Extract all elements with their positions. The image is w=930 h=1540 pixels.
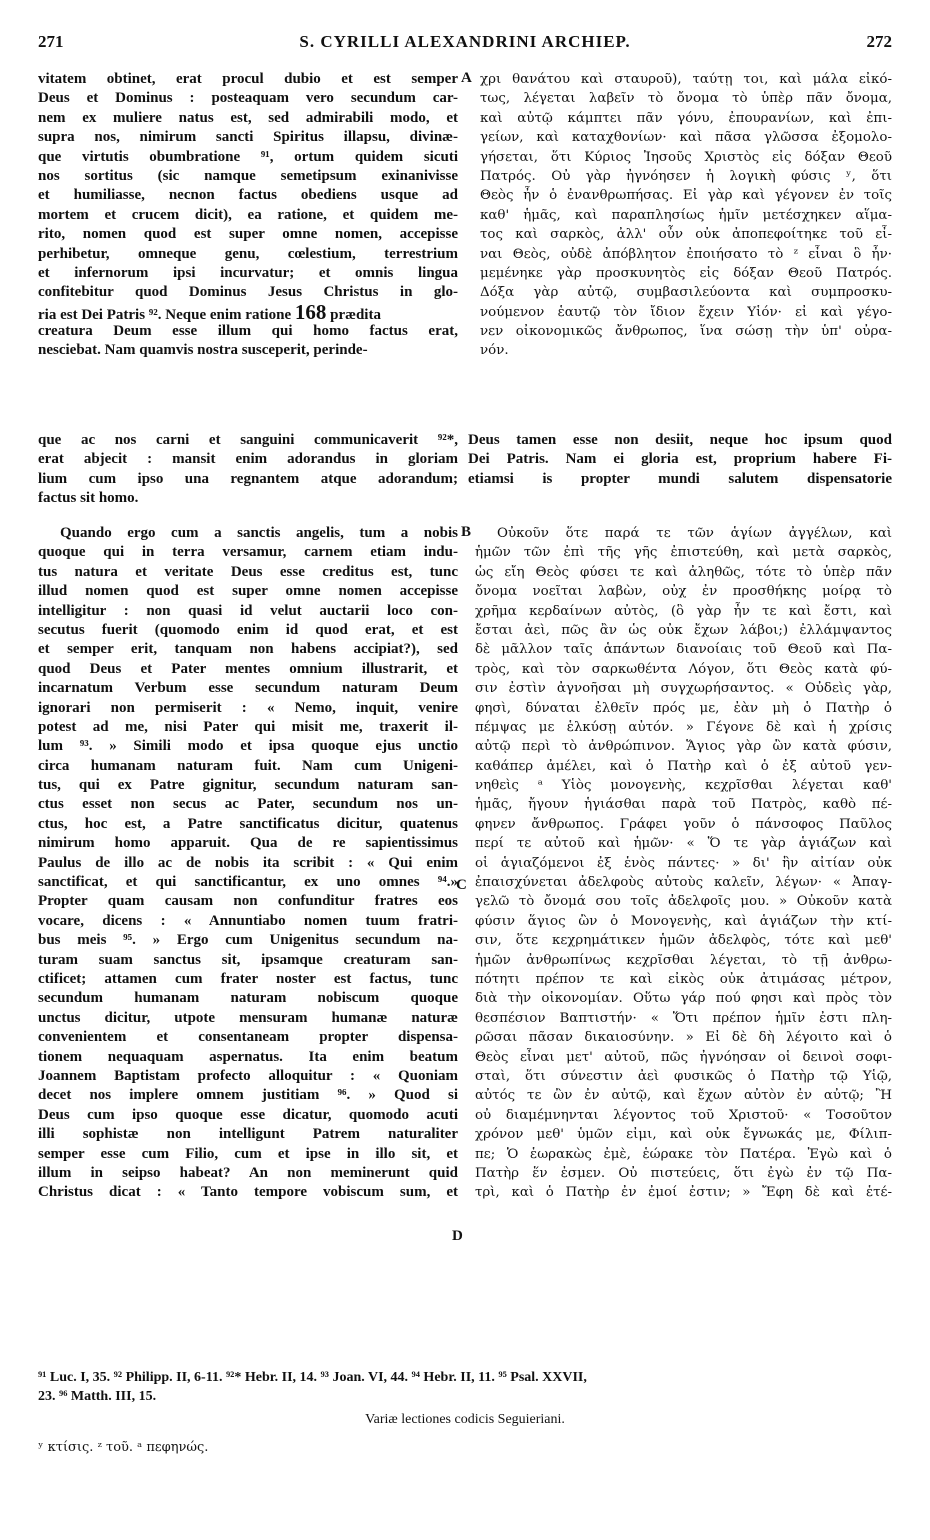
latin-line: que ac nos carni et sanguini communicaverit ⁹²*, (38, 432, 458, 448)
text-line: nem ex muliere natus est, sed admirabili modo, et (38, 109, 458, 126)
text-line: semper esse cum Filio, cum et ipse in illo sit, et (38, 1145, 458, 1162)
text-line: ἔσται ἀεὶ, πῶς ἂν ὡς οὐκ ἔχων λάβοι;) ἐλλάμψαντος (475, 622, 892, 638)
page-number-right: 272 (866, 32, 892, 51)
text-line: φηνεν ἄνθρωπος. Γράφει γοῦν ὁ πάνσοφος Παῦλος (475, 816, 892, 832)
text-line: sanctificat, et qui sanctificantur, ex uno omnes ⁹⁴.» (38, 874, 458, 891)
text-line: vitatem obtinet, erat procul dubio et est semper (38, 71, 458, 87)
text-line: σιν, ὅτε κεχρημάτικεν ἡμῶν ἀδελφὸς, τότε καὶ μεθ' (475, 933, 892, 949)
text-line: πέμψας με ἑλκύσῃ αὐτόν. » Γέγονε δὲ καὶ ἡ χρίσις (475, 719, 892, 735)
text-line: θεσπέσιον Βαπτιστήν· « Ὅτι πρέπον ἡμῖν ἐστι πλη- (475, 1010, 892, 1026)
footnote-line: 23. ⁹⁶ Matth. III, 15. (38, 1389, 157, 1405)
margin-marker-b: B (461, 524, 472, 540)
full-width-row (38, 450, 892, 469)
text-line: illud nomen quod est super omne nomen accepisse (38, 583, 458, 600)
latin-line (468, 489, 892, 508)
text-line: confitebitur quod Dominus Jesus Christus in glo- (38, 284, 458, 301)
text-line: ctus, hoc est, a Patre sanctificatus dicitur, quatenus (38, 815, 458, 832)
page-number-left: 271 (38, 32, 64, 51)
full-width-row (38, 470, 892, 489)
text-line: secundum humanam naturam nobiscum quoque (38, 990, 458, 1007)
text-line: Δόξα γὰρ αὐτῷ, συμβασιλεύοντα καὶ συμπροσκυ- (480, 285, 892, 301)
text-line: καὶ αὐτῷ κάμπτει πᾶν γόνυ, ἐπουρανίων, καὶ ἐπι- (480, 110, 892, 126)
text-line: et infernorum ipsi incurvatur; et omnis lingua (38, 264, 458, 281)
margin-marker-a: A (461, 70, 472, 86)
text-line: quod Deus et Pater mentes omnium illustrarit, et (38, 660, 458, 677)
text-line: perhibetur, omneque genu, cœlestium, terrestrium (38, 245, 458, 262)
full-width-row (38, 431, 892, 450)
text-line: illi sophistæ non intelligunt Patrem naturaliter (38, 1126, 458, 1143)
full-width-lines (38, 431, 892, 509)
footnotes (38, 1368, 892, 1407)
variae-readings: ʸ κτίσις. ᶻ τοῦ. ᵃ πεφηνώς. (38, 1440, 209, 1455)
text-line: incarnatum Verbum esse secundum naturam Deum (38, 680, 458, 697)
text-line: Deus et Dominus : posteaquam vero secundum car- (38, 90, 458, 107)
text-line: ναι Θεὸς, οὐδὲ ἀπόβλητον ἐποιήσατο τὸ ᶻ εἶναι ὃ ἦν· (480, 246, 892, 262)
text-line: potest ad me, nisi Pater qui misit me, traxerit il- (38, 718, 458, 735)
latin-line: lium cum ipso una regnantem atque adorandum; (38, 470, 458, 487)
text-segment: ria est Dei Patris ⁹². Neque enim ratione (38, 306, 295, 323)
text-line: χρῆμα κερδαίνων αὐτὸς, (ὃ γὰρ ἦν τε καὶ ἔστι, καὶ (475, 603, 892, 619)
latin-column-a (38, 70, 458, 361)
text-line: secutus fuerit (quomodo enim id quod erat, et est (38, 621, 458, 638)
text-line: ὡς εἴη Θεὸς φύσει τε καὶ ἀληθῶς, τότε τὸ ὑπὲρ πᾶν (475, 564, 892, 580)
marginal-page-number: 168 (294, 302, 327, 323)
latin-column-b (38, 524, 458, 1203)
text-line: bus meis ⁹⁵. » Ergo cum Unigenitus secundum na- (38, 932, 458, 949)
text-line: δὲ μᾶλλον ταῖς ἁπάντων διανοίαις τοῦ Θεοῦ καὶ Πα- (475, 642, 892, 658)
text-line: τος καὶ σαρκὸς, ἀλλ' οὖν οὐκ ἀποπεφοίτηκε τοῦ εἶ- (480, 227, 892, 243)
text-line: nesciebat. Nam quamvis nostra susceperit, perinde- (38, 342, 368, 359)
margin-marker-c: C (456, 877, 467, 893)
text-line: οὐ διαμέμνηνται λέγοντος τοῦ Χριστοῦ· « Τοσοῦτον (475, 1107, 892, 1123)
text-line: intelligitur : non quasi id velut auctarii loco con- (38, 602, 458, 619)
greek-column-a (480, 70, 892, 361)
text-line: αὐτῷ περὶ τὸ ἀνθρώπινον. Ἅγιος γὰρ ὢν κατὰ φύσιν, (475, 739, 892, 755)
text-line: Θεὸς εἶναι μετ' αὐτοῦ, πῶς ἠγνόησαν οἱ δεινοὶ σοφι- (475, 1049, 892, 1065)
text-line: lum ⁹³. » Simili modo et ipsa quoque ejus unctio (38, 738, 458, 755)
text-line: νηθεὶς ᵃ Υἱὸς μονογενὴς, κεχρῖσθαι λέγεται καθ' (475, 778, 892, 794)
text-line: φύσιν ἅγιος ὢν ὁ Μονογενὴς, καὶ ἁγιάζων τὴν κτί- (475, 913, 892, 929)
text-line: tus, qui ex Patre gignitur, secundum naturam san- (38, 777, 458, 794)
text-line: τως, λέγεται λαβεῖν τὸ ὄνομα τὸ ὑπὲρ πᾶν ὄνομα, (480, 91, 892, 107)
text-line: Πατὴρ ἕν ἐσμεν. Οὐ πιστεύεις, ὅτι ἐγὼ ἐν τῷ Πα- (475, 1165, 892, 1181)
text-line: quoque qui in terra versamur, carnem etiam indu- (38, 544, 458, 561)
text-line: αὐτός τε ὢν ἐν αὐτῷ, καὶ ἔχων αὐτὸν ἐν αὐτῷ; Ἢ (475, 1088, 892, 1104)
text-line: Christus dicat : « Tanto tempore vobiscum sum, et (38, 1184, 458, 1201)
text-line: Quando ergo cum a sanctis angelis, tum a nobis (60, 525, 458, 541)
text-line: Deus cum ipso quoque esse dicatur, quomodo acuti (38, 1106, 458, 1123)
text-line: πότητι πρέπον τε καὶ εἰκὸς οὐκ ἀτιμάσας μέτρον, (475, 971, 892, 987)
text-line: Θεὸς ἦν ὁ ἐνανθρωπήσας. Εἰ γὰρ καὶ γέγονεν ἐν τοῖς (480, 188, 892, 204)
text-line: μεμένηκε γὰρ προσκυνητὸς εἰς δόξαν Θεοῦ Πατρός. (480, 265, 892, 281)
text-line: καθάπερ ἀμέλει, καὶ ὁ Πατὴρ καὶ ὁ ἐξ αὐτοῦ γεν- (475, 758, 892, 774)
text-line: νούμενον ἑαυτῷ τὸν ἴδιον ἔχειν Υἱόν· εἰ καὶ γέγο- (480, 304, 892, 320)
text-line: τρὶ, καὶ ὁ Πατὴρ ἐν ἐμοί ἐστιν; » Ἔφη δὲ καὶ ἑτέ- (475, 1185, 892, 1201)
text-line: ἡμῶν τῶν ἐπὶ τῆς γῆς ἐπιστεύθη, καὶ μετὰ σαρκὸς, (475, 545, 892, 561)
greek-column-b (475, 524, 892, 1203)
text-line: supra nos, nimirum sancti Spiritus illapsu, divinæ- (38, 129, 458, 146)
text-line: tus natura et veritate Deus esse creditus est, tunc (38, 563, 458, 580)
text-line: que virtutis obumbratione ⁹¹, ortum quidem sicuti (38, 148, 458, 165)
text-line: ignorari non permiserit : « Nemo, inquit, venire (38, 699, 458, 716)
text-line: γείων, καὶ καταχθονίων· καὶ πᾶσα γλῶσσα ἐξομολο- (480, 130, 892, 146)
text-line: οἱ ἁγιαζόμενοι ἐξ ἑνὸς πάντες· » δι' ἣν αἰτίαν οὐκ (475, 855, 892, 871)
margin-marker-d: D (452, 1228, 463, 1244)
text-line: φησὶ, δύναται ἐλθεῖν πρός με, ἐὰν μὴ ὁ Πατὴρ ὁ (475, 700, 892, 716)
text-line: rito, nomen quod est super omne nomen, accepisse (38, 226, 458, 243)
text-line: γήσεται, ὅτι Κύριος Ἰησοῦς Χριστὸς εἰς δόξαν Θεοῦ (480, 149, 892, 165)
text-line (38, 303, 458, 322)
text-line: nimirum homo apparuit. Qua de re sapientissimus (38, 835, 458, 852)
running-title: S. CYRILLI ALEXANDRINI ARCHIEP. (299, 32, 631, 51)
text-line: mortem et crucem dicit), ea ratione, et quidem me- (38, 206, 458, 223)
text-line: Propter quam causam non confunditur fratres eos (38, 893, 458, 910)
text-line: tionem nequaquam aspernatus. Ita enim beatum (38, 1048, 458, 1065)
text-line: decet nos implere omnem justitiam ⁹⁶. » Quod si (38, 1087, 458, 1104)
latin-line: factus sit homo. (38, 490, 139, 507)
footnote-line: ⁹¹ Luc. I, 35. ⁹² Philipp. II, 6-11. ⁹²* Hebr. II, 14. ⁹³ Joan. VI, 44. ⁹⁴ Hebr. II, 11. ⁹⁵ Psal. XXVII, (38, 1370, 587, 1385)
text-line: ρῶσαι πᾶσαν δικαιοσύνην. » Εἰ δὲ δὴ λέγοιτο καὶ ὁ (475, 1030, 892, 1046)
text-line: καθ' ἡμᾶς, καὶ παραπλησίως ἡμῖν μετέσχηκεν αἵμα- (480, 207, 892, 223)
text-line: τρὸς, καὶ τὸν σαρκωθέντα Λόγον, ὅτι Θεὸς κατὰ φύ- (475, 661, 892, 677)
running-header (38, 32, 892, 54)
text-line: ἡμῶν ἀνθρωπίνως κεχρῖσθαι λέγεται, τὸ τῇ ἀνθρω- (475, 952, 892, 968)
latin-line: erat abjecit : mansit enim adorandus in gloriam (38, 451, 458, 468)
text-line: et semper erit, tanquam non habens accipiat?), sed (38, 641, 458, 658)
text-line: convenientem et consentaneam propter dispensa- (38, 1029, 458, 1046)
text-line: ctus esset non secus ac Pater, secundum nos un- (38, 796, 458, 813)
variae-title: Variæ lectiones codicis Seguieriani. (365, 1412, 565, 1427)
text-line: vocare, dicens : « Annuntiabo nomen tuum fratri- (38, 912, 458, 929)
text-line: unctus dicitur, utpote mensuram humanæ naturæ (38, 1009, 458, 1026)
text-line: πε; Ὁ ἑωρακὼς ἐμὲ, ἑώρακε τὸν Πατέρα. Ἐγὼ καὶ ὁ (475, 1146, 892, 1162)
text-segment: prædita (326, 306, 381, 323)
text-line: Joannem Baptistam profecto alloquitur : « Quoniam (38, 1067, 458, 1084)
text-line: χρόνον μεθ' ὑμῶν εἰμι, καὶ οὐκ ἔγνωκάς με, Φίλιπ- (475, 1127, 892, 1143)
text-line: σταὶ, ὅτι σύνεστιν ἀεὶ φυσικῶς ὁ Πατὴρ τῷ Υἱῷ, (475, 1068, 892, 1084)
latin-line: Dei Patris. Nam ei gloria est, proprium habere Fi- (468, 451, 892, 468)
text-line: χρι θανάτου καὶ σταυροῦ), ταύτῃ τοι, καὶ μάλα εἰκό- (480, 72, 892, 87)
text-line: ctificet; attamen cum frater noster est factus, tunc (38, 970, 458, 987)
text-line: creatura Deum esse illum qui homo factus erat, (38, 323, 458, 340)
text-line: illum in seipso habeat? An non meminerunt quid (38, 1164, 458, 1181)
text-line: Πατρός. Οὐ γὰρ ἠγνόησεν ἡ λογικὴ φύσις ʸ, ὅτι (480, 168, 892, 184)
text-line: διὰ τὴν οἰκονομίαν. Οὕτω γάρ πού φησι καὶ πρὸς τὸν (475, 991, 892, 1007)
text-line: νεν οἰκονομικῶς ἄνθρωπος, ἵνα σώσῃ τὴν ὑπ' οὐρα- (480, 324, 892, 340)
text-line: σιν ἐστὶν ἀγνοῆσαι μὴ συγχωρήσαντος. « Οὐδεὶς γὰρ, (475, 681, 892, 697)
text-line: ὄνομα νοεῖται λαβὼν, οὐχ ἐν προσθήκης μοίρᾳ τὸ (475, 584, 892, 600)
text-line: νόν. (480, 343, 509, 359)
latin-line: etiamsi is propter mundi salutem dispensatorie (468, 470, 892, 487)
text-line: nos sortitus (sic namque semetipsum exinanivisse (38, 167, 458, 184)
text-line: περί τε αὐτοῦ καὶ ἡμῶν· « Ὅ τε γὰρ ἁγιάζων καὶ (475, 836, 892, 852)
text-line: ἡμᾶς, ἤγουν ἡγιάσθαι παρὰ τοῦ Πατρὸς, καθὸ πέ- (475, 797, 892, 813)
full-width-row (38, 489, 892, 508)
text-line: et humiliasse, necnon factus obediens usque ad (38, 187, 458, 204)
text-line: circa humanam naturam fuit. Nam cum Unigeni- (38, 757, 458, 774)
text-line: turam suam sanctus sit, ipsamque creaturam san- (38, 951, 458, 968)
latin-line: Deus tamen esse non desiit, neque hoc ipsum quod (468, 432, 892, 448)
text-line: γελῶ τὸ ὄνομά σου τοῖς ἀδελφοῖς μου. » Οὐκοῦν κατὰ (475, 894, 892, 910)
text-line: Οὐκοῦν ὅτε παρά τε τῶν ἁγίων ἀγγέλων, καὶ (497, 526, 892, 541)
text-line: ἐπαισχύνεται ἀδελφοὺς αὐτοὺς καλεῖν, λέγων· « Ἀπαγ- (475, 875, 892, 891)
text-line: Paulus de illo ac de nobis ita scribit : « Qui enim (38, 854, 458, 871)
